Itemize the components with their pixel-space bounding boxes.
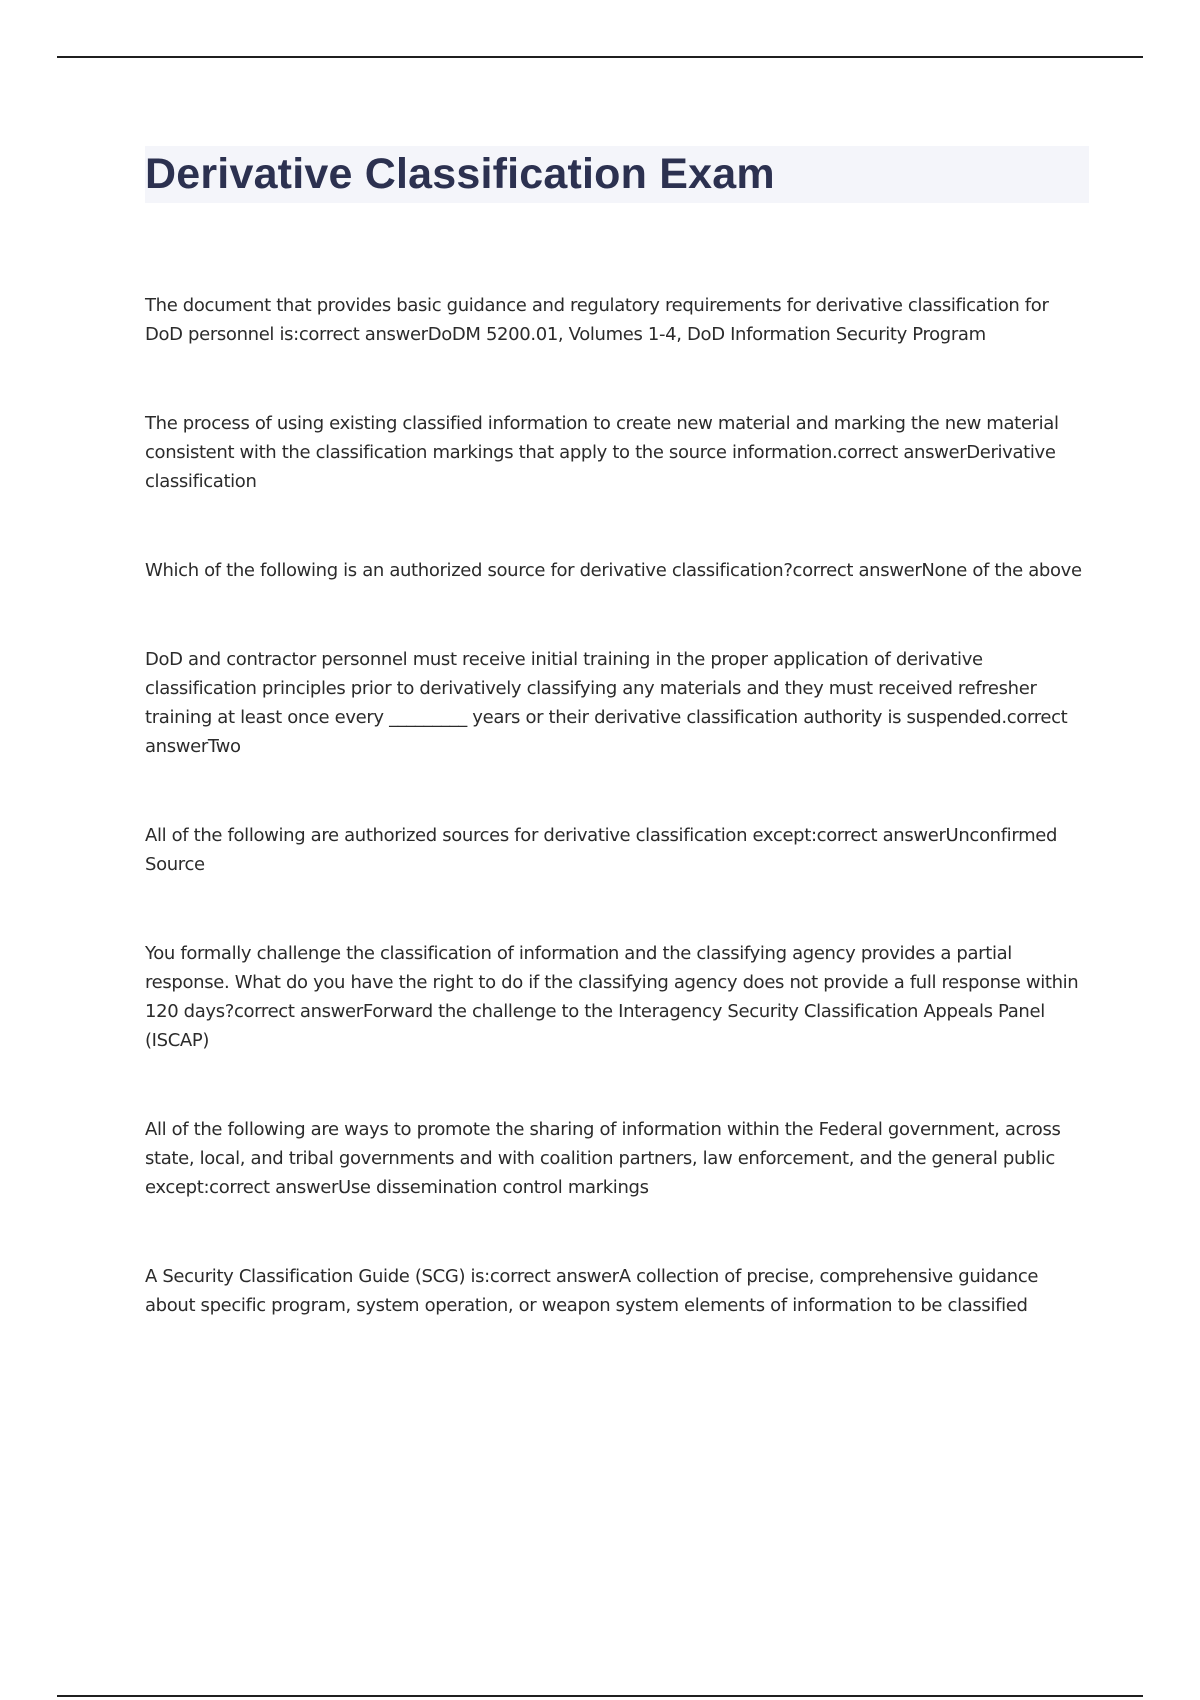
question-item-3: Which of the following is an authorized source for derivative classification?correct answerNone of the above <box>145 560 1082 581</box>
question-item-1: The document that provides basic guidance and regulatory requirements for derivative classification for DoD personnel is:correct answerDoDM 5200.01, Volumes 1-4, DoD Information Security Program <box>145 295 1049 345</box>
document-title: Derivative Classification Exam <box>145 150 775 198</box>
question-item-7: All of the following are ways to promote the sharing of information within the Federal government, across state, local, and tribal governments and with coalition partners, law enforcement, and the general public except:correct answerUse dissemination control markings <box>145 1119 1061 1198</box>
document-body <box>145 146 1089 1380</box>
question-item-2: The process of using existing classified information to create new material and marking the new material consistent with the classification markings that apply to the source information.correct answerDerivative classification <box>145 413 1059 492</box>
question-item-8: A Security Classification Guide (SCG) is:correct answerA collection of precise, comprehensive guidance about specific program, system operation, or weapon system elements of information to be classified <box>145 1266 1039 1316</box>
question-item-4: DoD and contractor personnel must receive initial training in the proper application of derivative classification principles prior to derivatively classifying any materials and they must received refresher training at least once every _________ years or their derivative classification authority is suspended.correct answerTwo <box>145 649 1068 757</box>
question-item-5: All of the following are authorized sources for derivative classification except:correct answerUnconfirmed Source <box>145 825 1058 875</box>
footer-rule <box>57 1695 1143 1697</box>
question-list <box>145 291 1089 1320</box>
question-item-6: You formally challenge the classification of information and the classifying agency provides a partial response. What do you have the right to do if the classifying agency does not provide a full response within 120 days?correct answerForward the challenge to the Interagency Security Classification Appeals Panel (ISCAP) <box>145 943 1079 1051</box>
title-band <box>145 146 1089 203</box>
header-rule <box>57 56 1143 58</box>
